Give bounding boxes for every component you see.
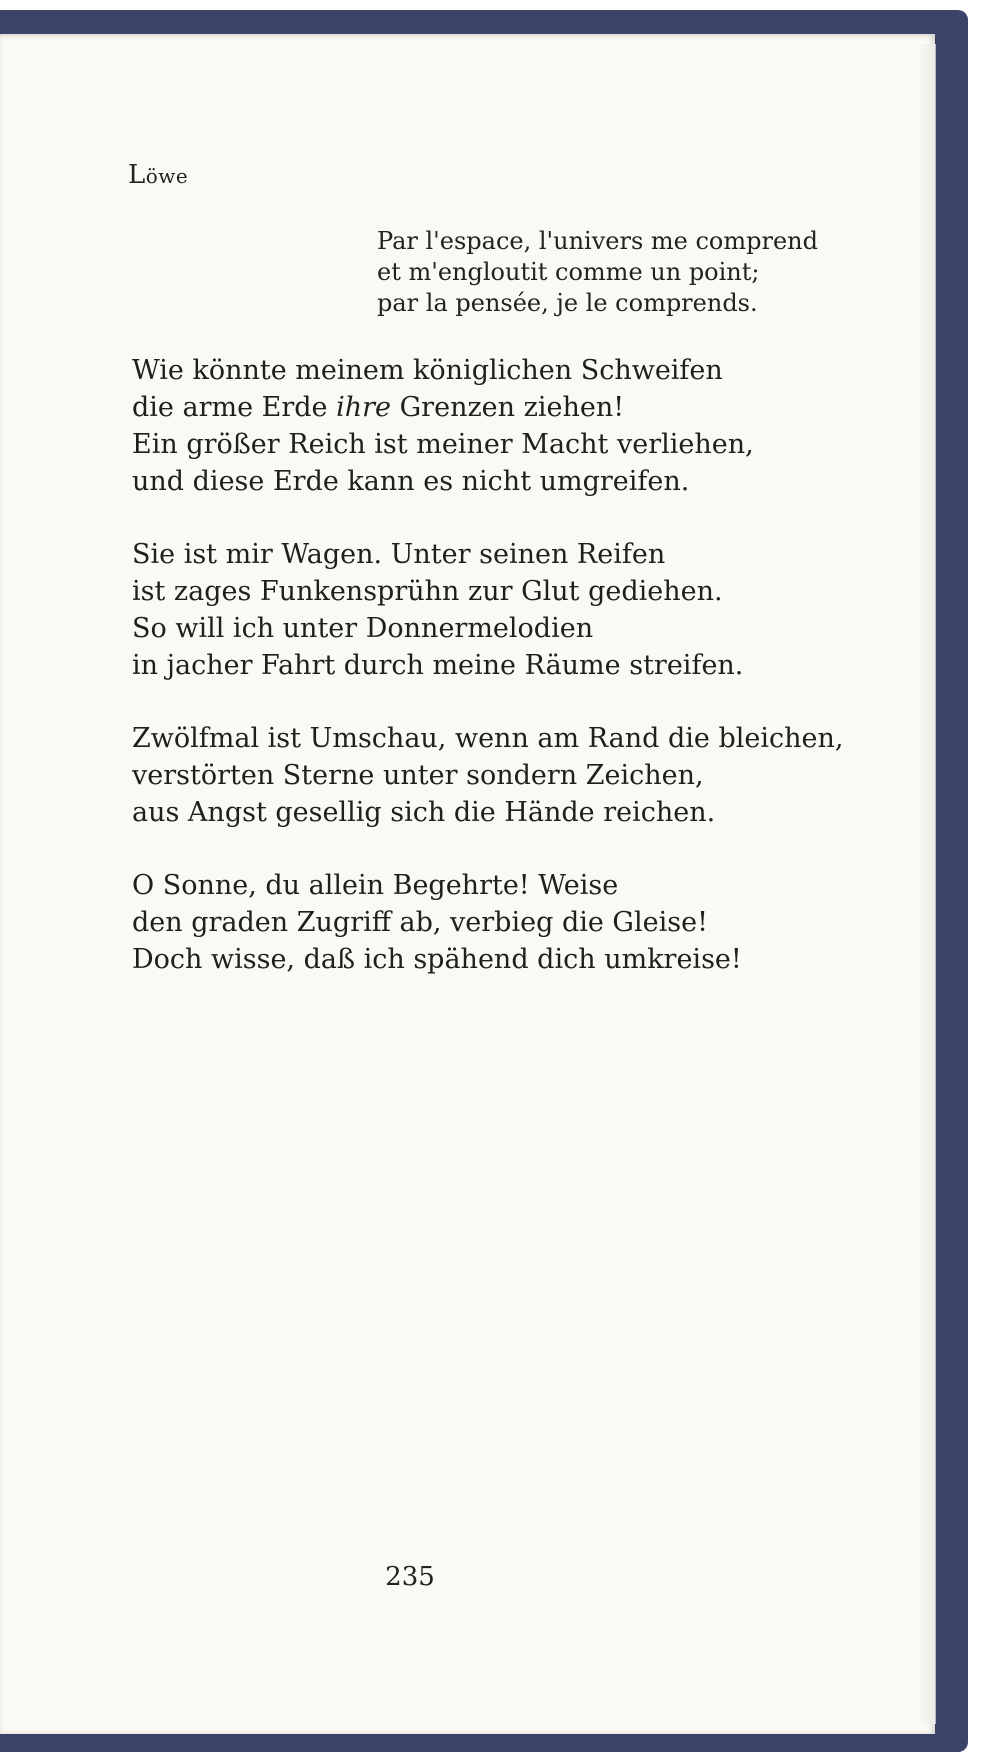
verse-line: Sie ist mir Wagen. Unter seinen Reifen xyxy=(132,539,666,570)
verse-line: in jacher Fahrt durch meine Räume streifen. xyxy=(132,650,744,681)
stanza xyxy=(132,352,812,500)
verse-line: Ein größer Reich ist meiner Macht verliehen, xyxy=(132,429,754,460)
verse-line: und diese Erde kann es nicht umgreifen. xyxy=(132,466,690,497)
poem-title xyxy=(128,160,188,190)
epigraph-line: et m'engloutit comme un point; xyxy=(377,258,760,286)
verse-line: Zwölfmal ist Umschau, wenn am Rand die bleichen, xyxy=(132,723,844,754)
poem-body xyxy=(132,352,844,1014)
stanza xyxy=(132,720,844,831)
emphasized-word: ihre xyxy=(336,392,392,423)
epigraph xyxy=(377,226,837,319)
stanza xyxy=(132,536,812,684)
epigraph-line: Par l'espace, l'univers me comprend xyxy=(377,227,818,255)
verse-line: So will ich unter Donnermelodien xyxy=(132,613,594,644)
verse-line: die arme Erde ihre Grenzen ziehen! xyxy=(132,392,625,423)
verse-line: aus Angst gesellig sich die Hände reichen. xyxy=(132,797,716,828)
poem-title-initial: L xyxy=(128,160,146,190)
epigraph-line: par la pensée, je le comprends. xyxy=(377,289,758,317)
page-edge xyxy=(917,44,936,1724)
verse-line: den graden Zugriff ab, verbieg die Gleise! xyxy=(132,907,708,938)
page-number: 235 xyxy=(385,1562,435,1592)
verse-line: Wie könnte meinem königlichen Schweifen xyxy=(132,355,723,386)
poem-title-rest: öwe xyxy=(145,164,189,188)
verse-line: verstörten Sterne unter sondern Zeichen, xyxy=(132,760,704,791)
verse-line: Doch wisse, daß ich spähend dich umkreise! xyxy=(132,944,742,975)
verse-line: ist zages Funkensprühn zur Glut gediehen. xyxy=(132,576,723,607)
verse-line: O Sonne, du allein Begehrte! Weise xyxy=(132,870,619,901)
stanza xyxy=(132,867,812,978)
